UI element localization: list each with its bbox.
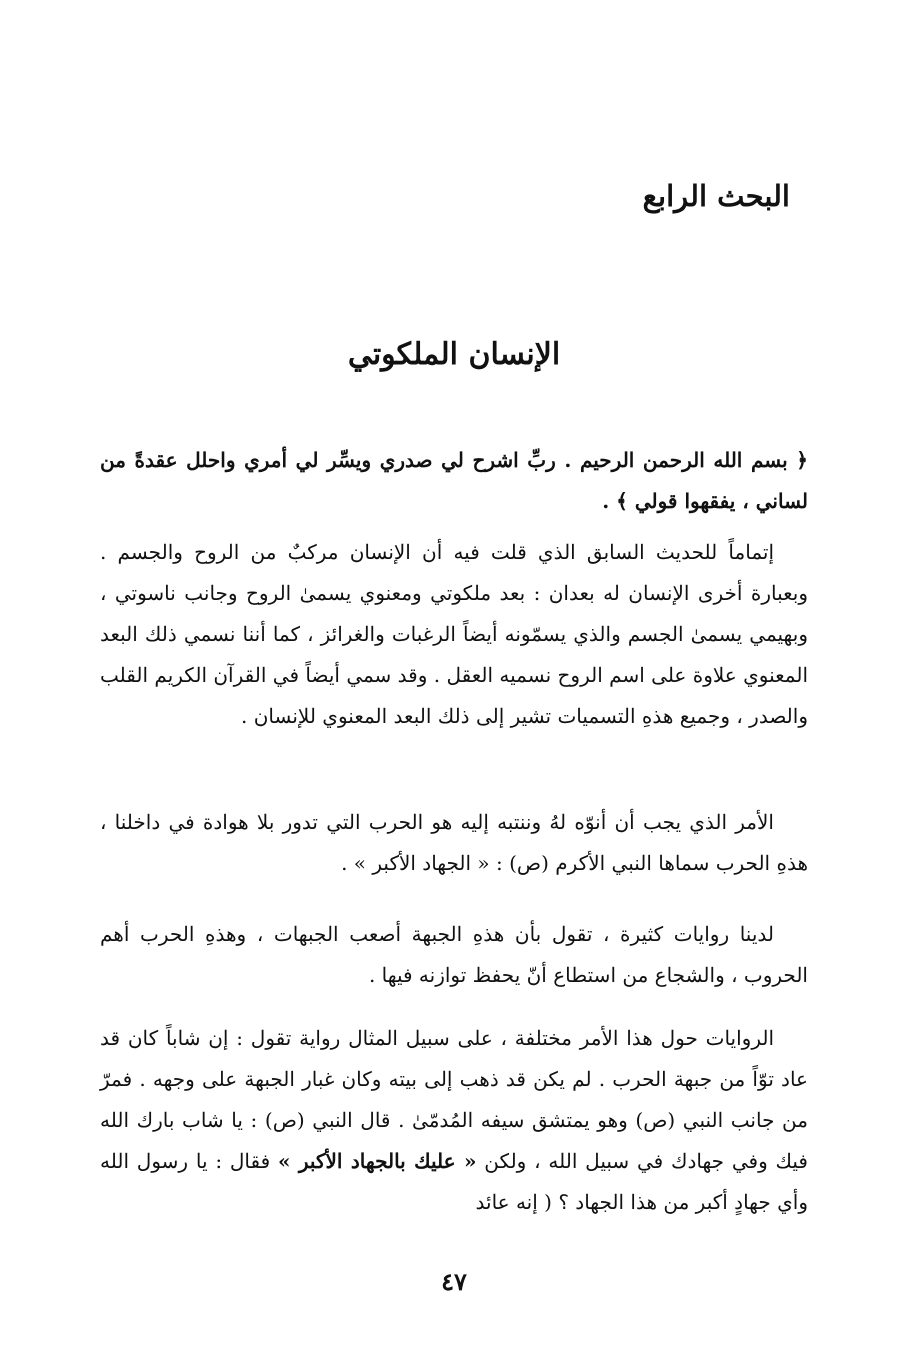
paragraph-4-text-before: الروايات حول هذا الأمر مختلفة ، على سبيل المثال رواية تقول : إن شاباً كان قد عاد توّاً من جبهة الحرب . لم يكن قد ذهب إلى بيته وكان غبار الجبهة على وجهه . فمرّ من جانب النبي (ص) وهو يمتشق سيفه المُدمّىٰ . قال النبي (ص) : يا شاب بارك الله فيك وفي جهادك في سبيل الله ، ولكن	[100, 1026, 808, 1173]
book-page	[100, 0, 808, 1357]
page-number: ٤٧	[441, 1267, 467, 1296]
paragraph-4-bold-quote: « عليك بالجهاد الأكبر »	[277, 1149, 477, 1173]
chapter-title: الإنسان الملكوتي	[347, 337, 561, 372]
paragraph-1: إتماماً للحديث السابق الذي قلت فيه أن الإنسان مركبٌ من الروح والجسم . وبعبارة أخرى الإنسان له بعدان : بعد ملكوتي ومعنوي يسمىٰ الروح وجانب ناسوتي ، وبهيمي يسمىٰ الجسم والذي يسمّونه أيضاً الرغبات والغرائز ، كما أننا نسمي ذلك البعد المعنوي علاوة على اسم الروح نسميه العقل . وقد سمي أيضاً في القرآن الكريم القلب والصدر ، وجميع هذهِ التسميات تشير إلى ذلك البعد المعنوي للإنسان .	[100, 540, 808, 728]
section-heading: البحث الرابع	[642, 179, 790, 213]
quranic-verse: ﴿ بسم الله الرحمن الرحيم . ربِّ اشرح لي صدري ويسِّر لي أمري واحلل عقدةً من لساني ، يفقهوا قولي ﴾ .	[100, 448, 808, 513]
paragraph-3: لدينا روايات كثيرة ، تقول بأن هذهِ الجبهة أصعب الجبهات ، وهذهِ الحرب أهم الحروب ، والشجاع من استطاع أنّ يحفظ توازنه فيها .	[100, 922, 808, 987]
paragraph-2: الأمر الذي يجب أن أنوّه لهُ وننتبه إليه هو الحرب التي تدور بلا هوادة في داخلنا ، هذهِ الحرب سماها النبي الأكرم (ص) : « الجهاد الأكبر » .	[100, 810, 808, 875]
paragraph-4-text-after: فقال : يا رسول الله وأي جهادٍ أكبر من هذا الجهاد ؟ ( إنه عائد	[100, 1149, 808, 1214]
paragraph-4	[100, 1018, 808, 1223]
